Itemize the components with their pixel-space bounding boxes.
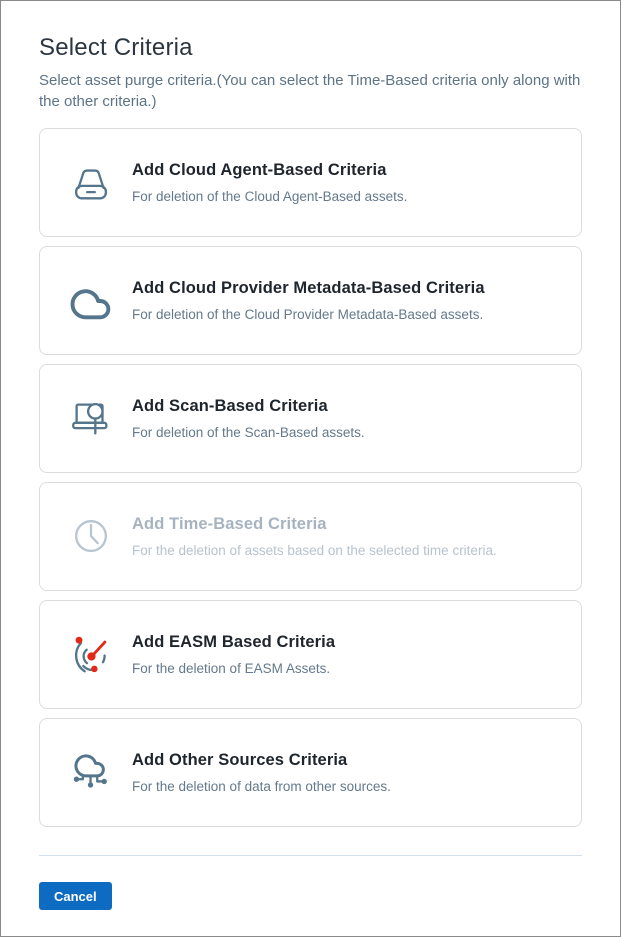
criteria-card-easm[interactable]: [39, 600, 582, 709]
cloud-network-icon: [67, 749, 115, 797]
card-description: For the deletion of EASM Assets.: [132, 661, 331, 677]
card-description: For the deletion of assets based on the selected time criteria.: [132, 543, 497, 559]
radar-icon: [67, 631, 115, 679]
criteria-card-cloud-agent[interactable]: [39, 128, 582, 237]
criteria-card-list: [39, 128, 582, 827]
cloud-icon: [67, 277, 115, 325]
card-title: Add Cloud Agent-Based Criteria: [132, 161, 387, 180]
clock-icon: [67, 513, 115, 561]
harddrive-icon: [67, 159, 115, 207]
card-title: Add Other Sources Criteria: [132, 751, 348, 770]
card-description: For deletion of the Cloud Agent-Based assets.: [132, 189, 408, 205]
card-description: For deletion of the Cloud Provider Metadata-Based assets.: [132, 307, 484, 323]
laptop-scan-icon: [67, 395, 115, 443]
card-description: For deletion of the Scan-Based assets.: [132, 425, 365, 441]
card-title: Add Cloud Provider Metadata-Based Criteria: [132, 279, 485, 298]
page-title: Select Criteria: [39, 34, 193, 61]
card-title: Add Time-Based Criteria: [132, 515, 327, 534]
footer-divider: [39, 855, 582, 856]
criteria-card-time-based: [39, 482, 582, 591]
cancel-button[interactable]: Cancel: [39, 882, 112, 910]
page-subtitle: Select asset purge criteria.(You can select the Time-Based criteria only along with the other criteria.): [39, 72, 581, 110]
criteria-card-other-sources[interactable]: [39, 718, 582, 827]
card-title: Add Scan-Based Criteria: [132, 397, 328, 416]
card-title: Add EASM Based Criteria: [132, 633, 336, 652]
card-description: For the deletion of data from other sources.: [132, 779, 391, 795]
criteria-card-scan-based[interactable]: [39, 364, 582, 473]
criteria-card-cloud-provider-metadata[interactable]: [39, 246, 582, 355]
